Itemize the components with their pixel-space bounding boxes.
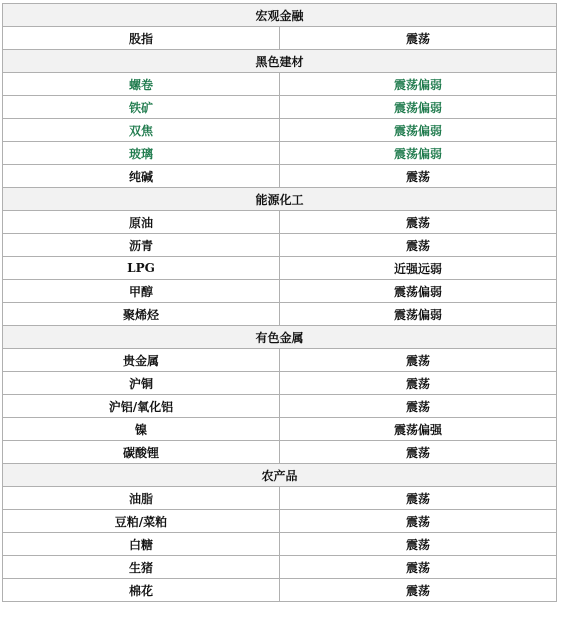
table-row (3, 303, 557, 326)
commodity-name: 沥青 (3, 234, 280, 257)
outlook-value: 震荡 (280, 27, 557, 50)
section-header-row (3, 4, 557, 27)
commodity-name: 股指 (3, 27, 280, 50)
outlook-value: 震荡 (280, 211, 557, 234)
outlook-value: 震荡 (280, 579, 557, 602)
table-row (3, 487, 557, 510)
outlook-value: 震荡 (280, 556, 557, 579)
table-row (3, 165, 557, 188)
outlook-value: 震荡偏弱 (280, 142, 557, 165)
commodity-name: 纯碱 (3, 165, 280, 188)
commodity-name: 沪铝/氧化铝 (3, 395, 280, 418)
table-row (3, 119, 557, 142)
outlook-value: 震荡偏弱 (280, 96, 557, 119)
section-header-row (3, 50, 557, 73)
outlook-value: 震荡 (280, 234, 557, 257)
table-row (3, 510, 557, 533)
section-title: 宏观金融 (3, 4, 557, 27)
table-row (3, 142, 557, 165)
table-row (3, 211, 557, 234)
outlook-value: 震荡 (280, 372, 557, 395)
commodity-name: 铁矿 (3, 96, 280, 119)
table-row (3, 372, 557, 395)
section-title: 有色金属 (3, 326, 557, 349)
commodity-name: 沪铜 (3, 372, 280, 395)
commodity-name: 生猪 (3, 556, 280, 579)
table-row (3, 96, 557, 119)
table-row (3, 395, 557, 418)
table-row (3, 349, 557, 372)
outlook-value: 震荡 (280, 395, 557, 418)
section-title: 黑色建材 (3, 50, 557, 73)
table-row (3, 441, 557, 464)
table-row (3, 418, 557, 441)
outlook-value: 近强远弱 (280, 257, 557, 280)
table-row (3, 257, 557, 280)
outlook-value: 震荡偏弱 (280, 73, 557, 96)
outlook-value: 震荡偏弱 (280, 280, 557, 303)
table-body (3, 4, 557, 602)
outlook-value: 震荡 (280, 165, 557, 188)
table-row (3, 579, 557, 602)
commodity-name: LPG (3, 257, 280, 280)
commodity-outlook-table (2, 3, 557, 602)
commodity-name: 白糖 (3, 533, 280, 556)
commodity-name: 贵金属 (3, 349, 280, 372)
commodity-name: 豆粕/菜粕 (3, 510, 280, 533)
outlook-value: 震荡 (280, 441, 557, 464)
outlook-value: 震荡 (280, 349, 557, 372)
section-title: 能源化工 (3, 188, 557, 211)
table-row (3, 280, 557, 303)
commodity-name: 聚烯烃 (3, 303, 280, 326)
table-row (3, 533, 557, 556)
table-row (3, 73, 557, 96)
commodity-name: 棉花 (3, 579, 280, 602)
commodity-name: 螺卷 (3, 73, 280, 96)
outlook-value: 震荡偏弱 (280, 119, 557, 142)
commodity-name: 玻璃 (3, 142, 280, 165)
commodity-name: 原油 (3, 211, 280, 234)
commodity-name: 碳酸锂 (3, 441, 280, 464)
commodity-name: 油脂 (3, 487, 280, 510)
commodity-name: 甲醇 (3, 280, 280, 303)
commodity-name: 双焦 (3, 119, 280, 142)
section-header-row (3, 188, 557, 211)
table-row (3, 27, 557, 50)
section-header-row (3, 464, 557, 487)
outlook-value: 震荡 (280, 533, 557, 556)
section-title: 农产品 (3, 464, 557, 487)
outlook-value: 震荡偏强 (280, 418, 557, 441)
outlook-value: 震荡偏弱 (280, 303, 557, 326)
section-header-row (3, 326, 557, 349)
table-row (3, 234, 557, 257)
table-row (3, 556, 557, 579)
outlook-value: 震荡 (280, 510, 557, 533)
commodity-name: 镍 (3, 418, 280, 441)
outlook-value: 震荡 (280, 487, 557, 510)
